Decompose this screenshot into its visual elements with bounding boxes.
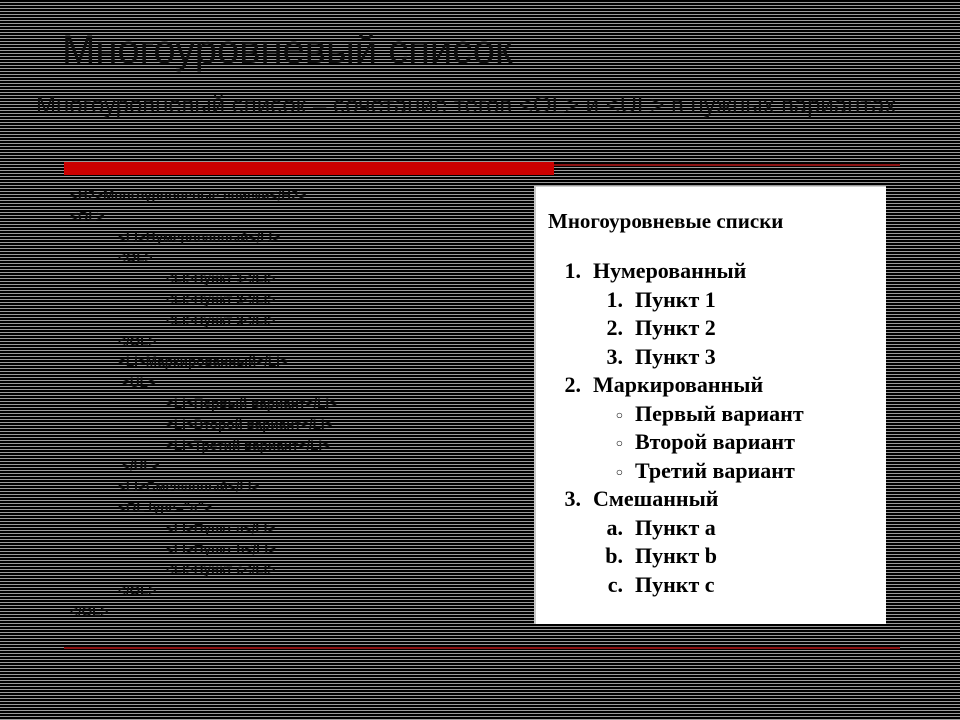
code-line: <LI>Второй вариант</LI> (166, 416, 333, 432)
rendered-list-item (536, 485, 804, 514)
list-item-text: Второй вариант (635, 429, 795, 454)
code-line: <UL> (122, 375, 156, 391)
code-line: </UL> (122, 458, 160, 474)
rendered-heading: Многоуровневые списки (548, 209, 784, 233)
list-item-text: Пункт 3 (635, 343, 716, 369)
rendered-list-item (536, 400, 804, 429)
list-letter: b. (605, 543, 623, 568)
list-item-text: Пункт 2 (635, 315, 716, 340)
rendered-list-item (536, 457, 804, 486)
list-number: 1. (606, 286, 623, 312)
code-line: <OL> (70, 208, 105, 224)
list-item-text: Третий вариант (635, 457, 795, 483)
code-line: <OL> (118, 250, 153, 266)
list-item-text: Пункт a (635, 514, 716, 540)
list-item-text: Пункт 1 (635, 286, 716, 312)
code-line: </OL> (118, 583, 157, 599)
rendered-list-item (536, 286, 804, 315)
slide-title: Многоуровневый список (62, 28, 513, 72)
code-line: <H2>Многоуровневые списки</H2> (70, 188, 307, 203)
code-line: <LI>Пункт 1</LI> (166, 271, 276, 287)
code-line: <LI>Пункт c</LI> (166, 562, 276, 578)
rendered-list (536, 257, 804, 599)
rendered-list-item (536, 542, 804, 571)
code-line: <LI>Нумерованный</LI> (118, 229, 281, 245)
code-line: </OL> (70, 603, 109, 619)
list-letter: a. (606, 514, 623, 540)
code-line: <LI>Пункт a</LI> (166, 520, 276, 536)
code-line: <OL type="a"> (118, 499, 212, 515)
list-item-text: Нумерованный (593, 258, 747, 283)
code-line: <LI>Третий вариант</LI> (166, 437, 330, 453)
code-line: <LI>Первый вариант</LI> (166, 395, 338, 411)
circle-bullet-icon: ○ (615, 464, 623, 479)
list-number: 3. (564, 486, 581, 511)
rendered-list-item (536, 343, 804, 372)
circle-bullet-icon: ○ (615, 436, 623, 450)
rendered-list-item (536, 371, 804, 400)
list-number: 2. (564, 372, 581, 397)
code-line: <LI>Пункт 2</LI> (166, 291, 276, 307)
list-item-text: Пункт c (635, 571, 715, 597)
list-number: 3. (606, 343, 623, 369)
list-item-text: Маркированный (593, 372, 764, 397)
accent-bar (64, 162, 554, 175)
list-number: 2. (606, 315, 623, 340)
rendered-list-item (536, 514, 804, 543)
slide-subtitle: Многоуровневый список – сочетание тегов <OL> и <UL> в нужных вариантах (36, 92, 897, 119)
list-item-text: Смешанный (593, 486, 719, 511)
rendered-list-item (536, 257, 804, 286)
code-line: </OL> (118, 333, 157, 349)
rendered-list-item (536, 314, 804, 343)
rendered-output-panel (534, 186, 886, 624)
circle-bullet-icon: ○ (615, 407, 623, 422)
list-item-text: Пункт b (635, 543, 718, 568)
rendered-list-item (536, 571, 804, 600)
code-line: <LI>Пункт b</LI> (166, 541, 277, 557)
list-item-text: Первый вариант (635, 400, 804, 426)
code-line: <LI>Пункт 3</LI> (166, 312, 276, 328)
html-code-listing (70, 186, 337, 623)
rendered-list-item (536, 428, 804, 457)
code-line: <LI>Смешанный</LI> (118, 479, 260, 495)
footer-line (64, 647, 900, 649)
list-letter: c. (607, 571, 623, 597)
accent-line (554, 164, 900, 166)
code-line: <LI>Маркированный</LI> (118, 354, 288, 370)
list-number: 1. (564, 258, 581, 283)
